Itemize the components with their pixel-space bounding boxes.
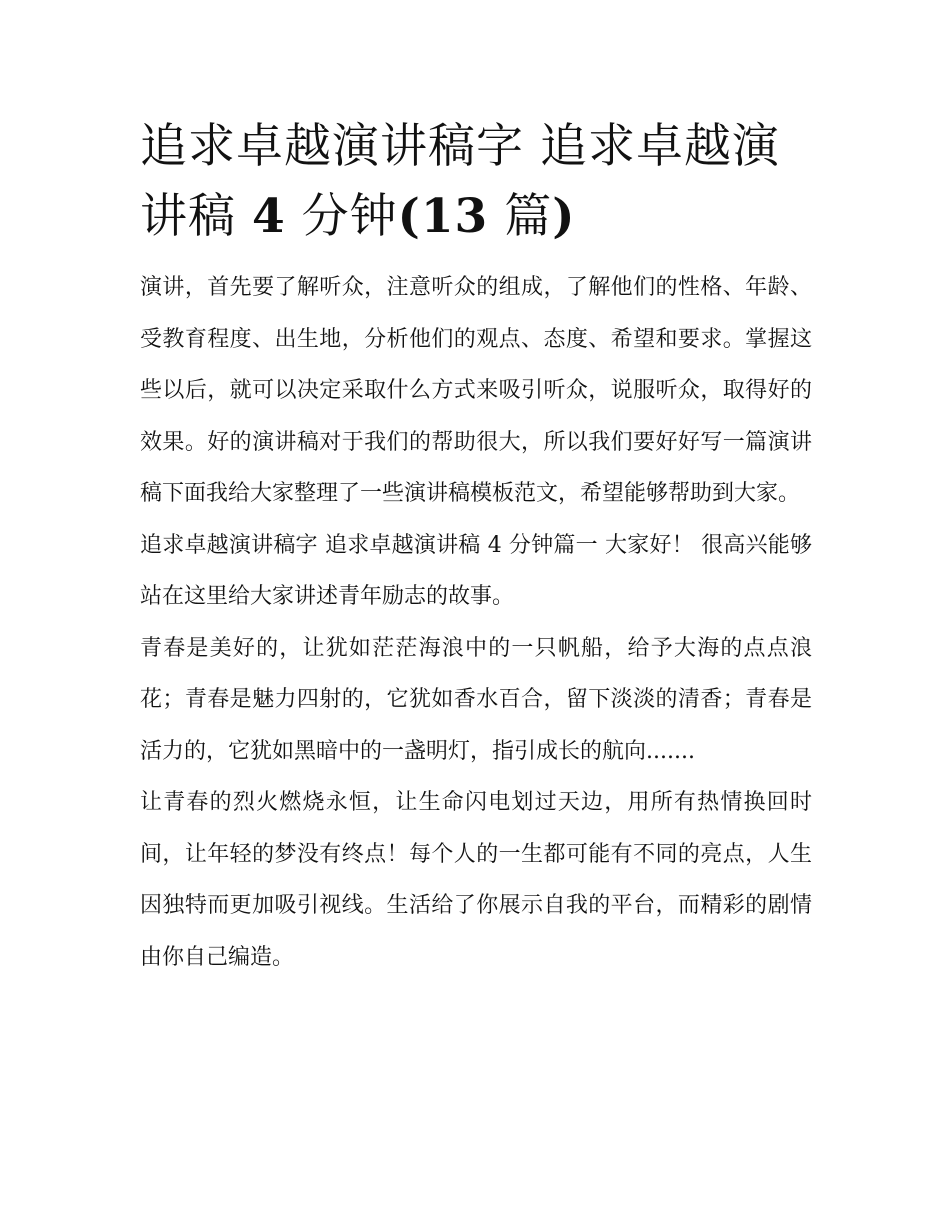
title-number-3: ) (552, 189, 576, 244)
title-text-2: 分钟 (285, 189, 398, 244)
speech-intro-paragraph: 追求卓越演讲稿字 追求卓越演讲稿 4 分钟篇一 大家好！ 很高兴能够站在这里给大家讲述青年励志的故事。 (140, 532, 812, 609)
intro-paragraph: 演讲，首先要了解听众，注意听众的组成，了解他们的性格、年龄、受教育程度、出生地，分析他们的观点、态度、希望和要求。掌握这些以后，就可以决定采取什么方式来吸引听众，说服听众，取得好的效果。好的演讲稿对于我们的帮助很大，所以我们要好好写一篇演讲稿下面我给大家整理了一些演讲稿模板范文，希望能够帮助到大家。 (140, 275, 812, 506)
title-text-1: 追求卓越演讲稿字 追求卓越演讲稿 (140, 119, 780, 244)
title-text-3: 篇 (488, 189, 553, 244)
document-page (140, 112, 812, 983)
title-number-1: 4 (251, 189, 286, 244)
document-title (140, 112, 812, 252)
passion-paragraph: 让青春的烈火燃烧永恒，让生命闪电划过天边，用所有热情换回时间，让年轻的梦没有终点！每个人的一生都可能有不同的亮点，人生因独特而更加吸引视线。生活给了你展示自我的平台，而精彩的剧情由你自己编造。 (140, 790, 812, 970)
title-number-2: (13 (397, 189, 489, 244)
youth-paragraph: 青春是美好的，让犹如茫茫海浪中的一只帆船，给予大海的点点浪花；青春是魅力四射的，它犹如香水百合，留下淡淡的清香；青春是活力的，它犹如黑暗中的一盏明灯，指引成长的航向....... (140, 635, 812, 764)
